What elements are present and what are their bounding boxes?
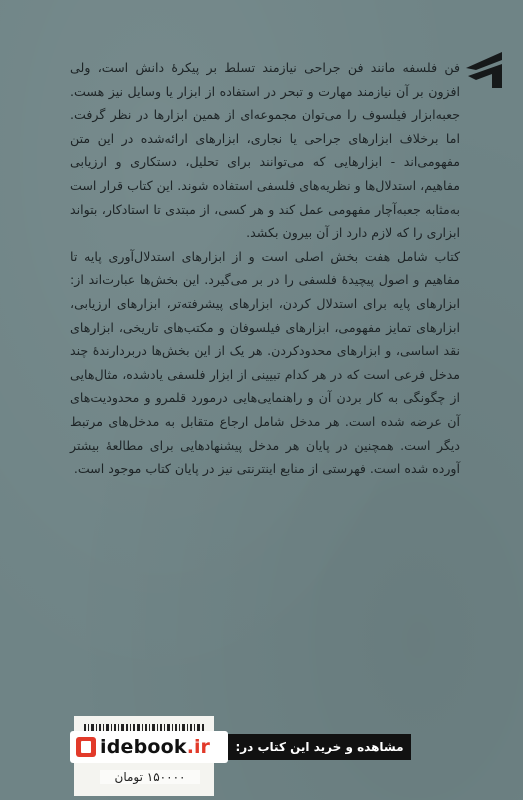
- text-line: آورده شده است. فهرستی از منابع اینترنتی نیز در پایان کتاب موجود است.: [73, 461, 460, 477]
- site-watermark[interactable]: [70, 731, 228, 763]
- text-line: دیگر است. همچنین در پایان هر مدخل پیشنهادهایی برای مطالعهٔ بیشتر: [70, 437, 460, 453]
- text-line: فن فلسفه مانند فن جراحی نیازمند تسلط بر پیکرهٔ دانش است، ولی: [70, 60, 460, 75]
- text-line: مفهومی‌اند - ابزارهایی که می‌توانند برای تحلیل، دستکاری و ارزیابی: [70, 154, 460, 170]
- text-line: جعبه‌ابزار فیلسوف را می‌توان مجموعه‌ای از همین ابزارها در نظر گرفت.: [70, 107, 460, 123]
- site-name: idebook: [100, 736, 187, 758]
- text-line: مفاهیم، استدلال‌ها و نظریه‌های فلسفی استفاده شوند. این کتاب قرار است: [70, 177, 460, 193]
- buy-link-banner[interactable]: مشاهده و خرید این کتاب در:: [228, 734, 411, 760]
- site-tld: .ir: [186, 736, 210, 758]
- text-line: نقد اساسی، و ابزارهای محدودکردن. هر یک از این بخش‌ها دربردارندهٔ چند: [70, 343, 460, 359]
- text-line: به‌مثابه جعبه‌آچار مفهومی عمل کند و هر کسی، از مبتدی تا استادکار، بتواند: [70, 201, 460, 217]
- text-line: مدخل فرعی است که در هر کدام تبیینی از ابزار فلسفی یادشده، مثال‌هایی: [70, 366, 460, 382]
- text-line: کتاب شامل هفت بخش اصلی است و از ابزارهای استدلال‌آوری پایه تا: [70, 248, 460, 264]
- text-line: ابزارهای پایه برای استدلال کردن، ابزارهای پیشرفته‌تر، ابزارهای ارزیابی،: [70, 295, 460, 311]
- paragraph-two: [70, 245, 460, 481]
- publisher-logo-icon: [462, 46, 508, 92]
- text-line: از چگونگی به کار بردن آن و راهنمایی‌هایی درمورد قلمرو و محدودیت‌های: [70, 390, 460, 406]
- back-cover-text: [70, 56, 460, 481]
- text-line: ابزارهای تمایز مفهومی، ابزارهای فیلسوفان و مکتب‌های تاریخی، ابزارهای: [70, 319, 460, 335]
- text-line: ابزاری را که لازم دارد از آن بیرون بکشد.: [246, 225, 460, 241]
- text-line: افزون بر آن نیازمند مهارت و تبحر در استفاده از ابزار یا وسایل نیز هست.: [70, 83, 460, 99]
- text-line: آن عرضه شده است. هر مدخل شامل ارجاع متقابل به مدخل‌های مرتبط: [70, 413, 460, 429]
- book-icon: [76, 737, 96, 757]
- text-line: اما برخلاف ابزارهای جراحی یا نجاری، ابزارهای ارائه‌شده در این متن: [70, 130, 460, 146]
- text-line: مفاهیم و اصول پیچیدهٔ فلسفی را در بر می‌گیرد. این بخش‌ها عبارت‌اند از:: [70, 272, 460, 288]
- price-label: ۱۵۰۰۰۰ تومان: [100, 770, 200, 784]
- footer: [0, 712, 523, 800]
- paragraph-one: [70, 56, 460, 245]
